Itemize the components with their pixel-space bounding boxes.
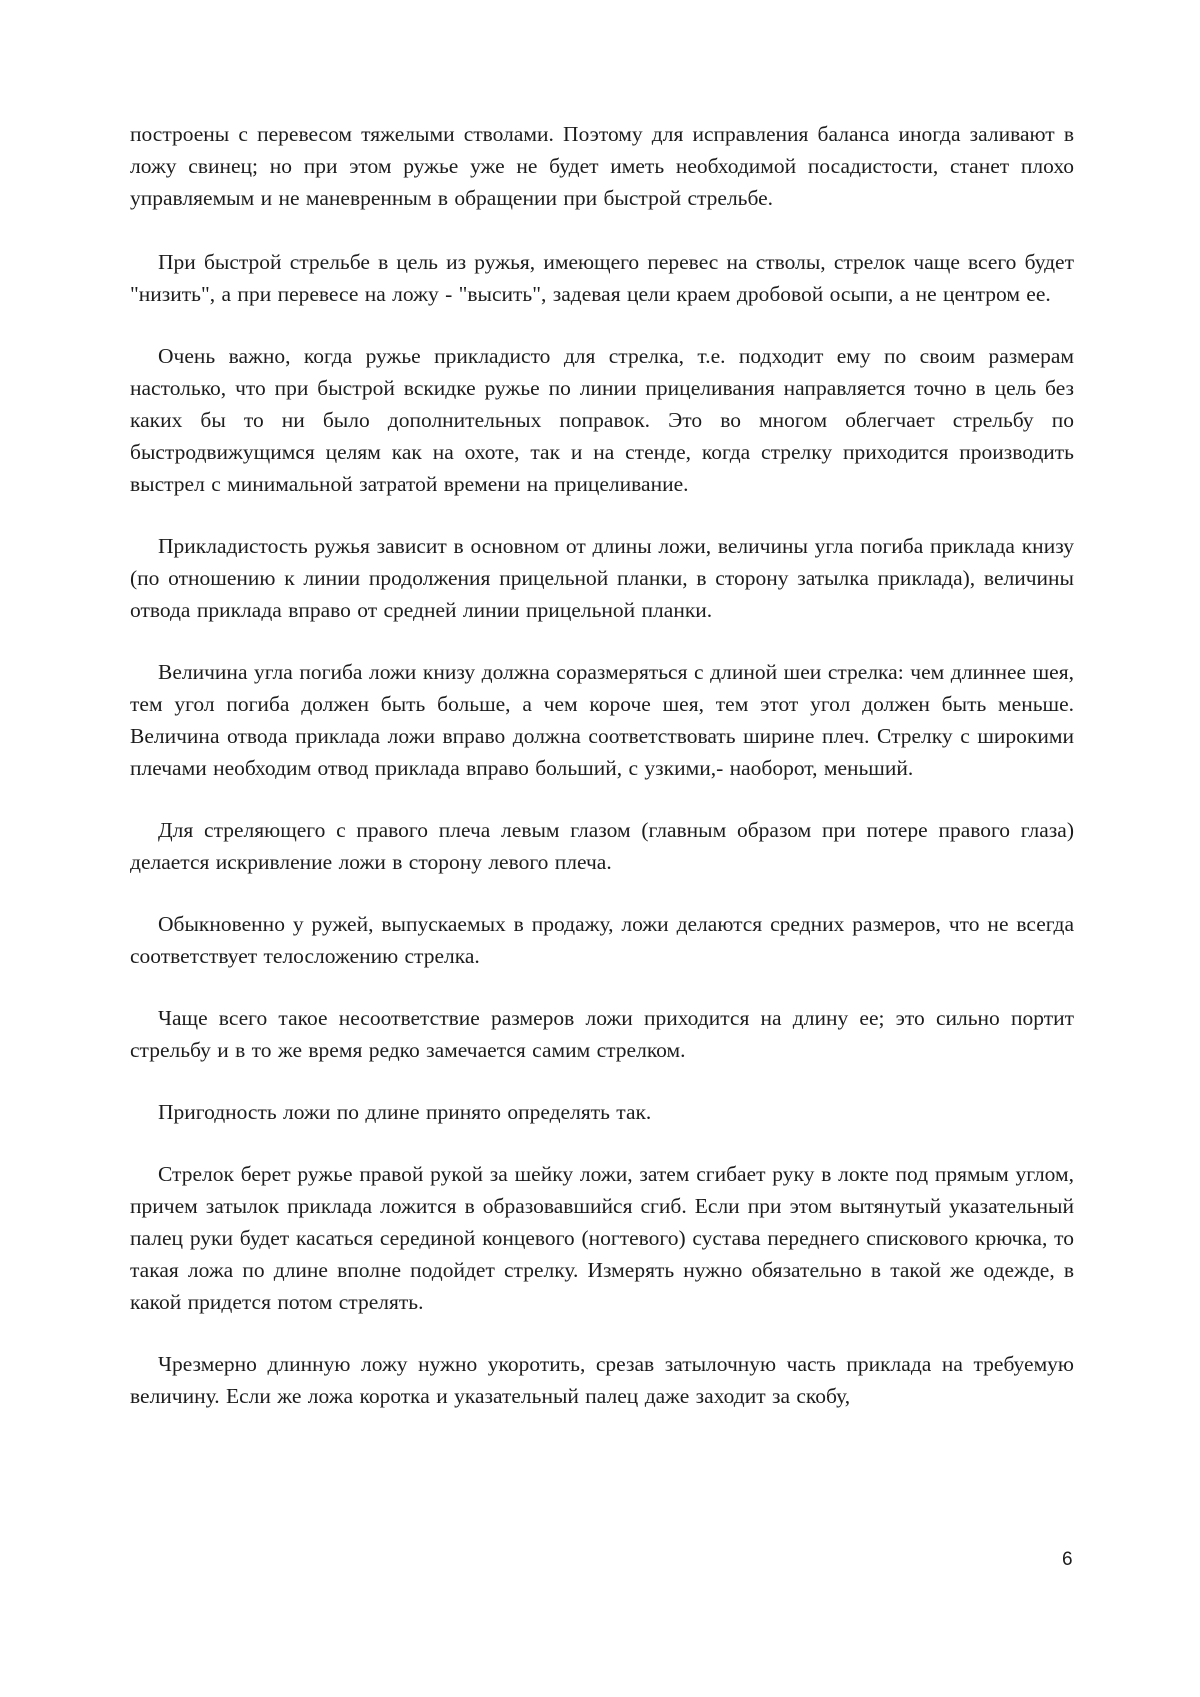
paragraph-continuation: построены с перевесом тяжелыми стволами. Поэтому для исправления баланса иногда заливают в ложу свинец; но при этом ружье уже не будет иметь необходимой посадистости, станет плохо управляемым и не маневренным в обращении при быстрой стрельбе. [130,122,1074,210]
paragraph-gun-fit-importance: Очень важно, когда ружье прикладисто для стрелка, т.е. подходит ему по своим размерам настолько, что при быстрой вскидке ружье по линии прицеливания направляется точно в цель без каких бы то ни было дополнительных поправок. Это во многом облегчает стрельбу по быстродвижущимся целям как на охоте, так и на стенде, когда стрелку приходится производить выстрел с минимальной затратой времени на прицеливание. [130,344,1074,496]
paragraph-fast-shooting-balance: При быстрой стрельбе в цель из ружья, имеющего перевес на стволы, стрелок чаще всего будет "низить", а при перевесе на ложу - "высить", задевая цели краем дробовой осыпи, а не центром ее. [130,250,1074,306]
page-number: 6 [1062,1549,1073,1570]
paragraph-stock-length-test: Стрелок берет ружье правой рукой за шейку ложи, затем сгибает руку в локте под прямым углом, причем затылок приклада ложится в образовавшийся сгиб. Если при этом вытянутый указательный палец руки будет касаться серединой концевого (ногтевого) сустава переднего спискового крючка, то такая ложа по длине вполне подойдет стрелку. Измерять нужно обязательно в такой же одежде, в какой придется потом стрелять. [130,1162,1074,1314]
paragraph-stock-angle: Величина угла погиба ложи книзу должна соразмеряться с длиной шеи стрелка: чем длиннее шея, тем угол погиба должен быть больше, а чем короче шея, тем этот угол должен быть меньше. Величина отвода приклада ложи вправо должна соответствовать ширине плеч. Стрелку с широкими плечами необходим отвод приклада вправо больший, с узкими,- наоборот, меньший. [130,660,1074,780]
text-body [130,118,1074,1442]
paragraph-stock-length-mismatch: Чаще всего такое несоответствие размеров ложи приходится на длину ее; это сильно портит стрельбу и в то же время редко замечается самим стрелком. [130,1006,1074,1062]
paragraph-stock-length-test-intro: Пригодность ложи по длине принято определять так. [158,1100,652,1124]
paragraph-gun-fit-factors: Прикладистость ружья зависит в основном от длины ложи, величины угла погиба приклада книзу (по отношению к линии продолжения прицельной планки, в сторону затылка приклада), величины отвода приклада вправо от средней линии прицельной планки. [130,534,1074,622]
paragraph-left-eye-shooter: Для стреляющего с правого плеча левым глазом (главным образом при потере правого глаза) делается искривление ложи в сторону левого плеча. [130,818,1074,874]
paragraph-standard-stocks: Обыкновенно у ружей, выпускаемых в продажу, ложи делаются средних размеров, что не всегда соответствует телосложению стрелка. [130,912,1074,968]
paragraph-shorten-stock: Чрезмерно длинную ложу нужно укоротить, срезав затылочную часть приклада на требуемую величину. Если же ложа коротка и указательный палец даже заходит за скобу, [130,1352,1074,1408]
